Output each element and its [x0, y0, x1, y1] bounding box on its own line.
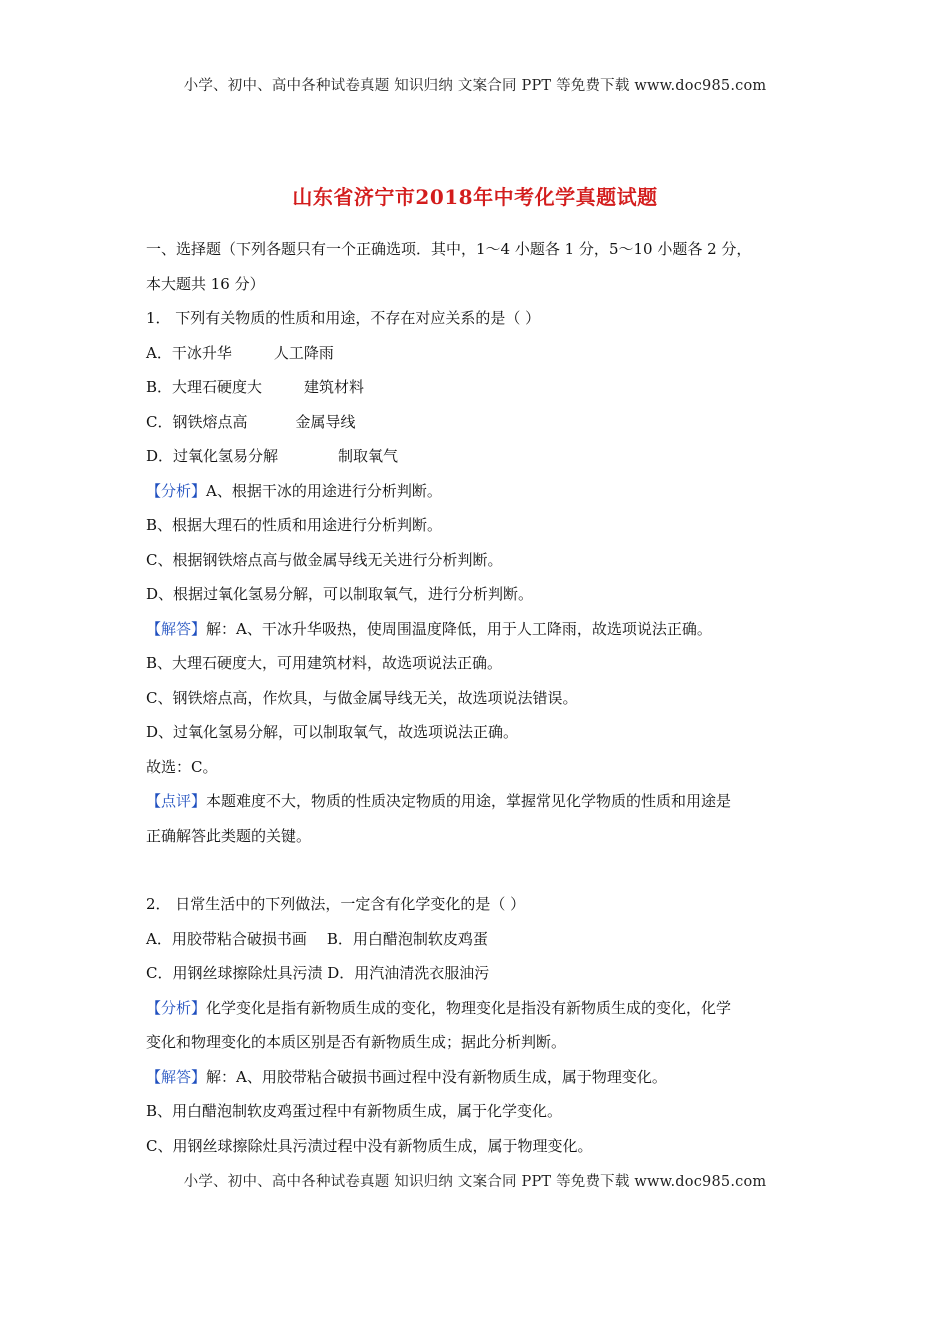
section-heading-cont: 本大题共 16 分）: [146, 274, 265, 293]
analysis-text: A、根据干冰的用途进行分析判断。: [206, 481, 442, 500]
q1-answer: [146, 612, 811, 647]
q1-answer-line: B、大理石硬度大，可用建筑材料，故选项说法正确。: [146, 654, 503, 672]
q2-analysis-line: 变化和物理变化的本质区别是否有新物质生成；据此分析判断。: [146, 1033, 567, 1051]
option-label: C．用钢丝球擦除灶具污渍: [146, 964, 323, 982]
option-label: A．干冰升华: [146, 343, 232, 362]
document-body: [146, 232, 811, 1163]
q2-answer: [146, 1060, 811, 1095]
answer-text: 解：A、用胶带粘合破损书画过程中没有新物质生成，属于物理变化。: [206, 1067, 667, 1086]
option-label: B．用白醋泡制软皮鸡蛋: [326, 929, 488, 948]
q2-answer-line: B、用白醋泡制软皮鸡蛋过程中有新物质生成，属于化学变化。: [146, 1102, 563, 1120]
q1-analysis-line: C、根据钢铁熔点高与做金属导线无关进行分析判断。: [146, 550, 503, 569]
option-label: D．用汽油清洗衣服油污: [327, 964, 490, 982]
option-label: D．过氧化氢易分解: [146, 447, 279, 465]
question-1-stem: 1． 下列有关物质的性质和用途，不存在对应关系的是（ ）: [146, 309, 541, 327]
option-use: 金属导线: [295, 412, 356, 431]
comment-text: 本题难度不大，物质的性质决定物质的用途，掌握常见化学物质的性质和用途是: [206, 792, 732, 810]
analysis-tag: 【分析】: [146, 998, 207, 1017]
q2-analysis: [146, 991, 811, 1026]
analysis-text: 化学变化是指有新物质生成的变化，物理变化是指没有新物质生成的变化，化学: [206, 998, 732, 1017]
q1-answer-line: 故选：C。: [146, 757, 218, 776]
q2-answer-line: C、用钢丝球擦除灶具污渍过程中没有新物质生成，属于物理变化。: [146, 1136, 593, 1155]
option-use: 人工降雨: [273, 343, 334, 362]
q1-option-a: [146, 336, 811, 371]
q1-option-b: [146, 370, 811, 405]
q1-answer-line: C、钢铁熔点高，作炊具，与做金属导线无关，故选项说法错误。: [146, 688, 578, 707]
q1-comment: [146, 784, 811, 819]
option-label: B．大理石硬度大: [146, 378, 263, 396]
option-use: 制取氧气: [338, 447, 399, 465]
question-2-stem: 2． 日常生活中的下列做法，一定含有化学变化的是（ ）: [146, 895, 526, 913]
answer-text: 解：A、干冰升华吸热，使周围温度降低，用于人工降雨，故选项说法正确。: [206, 619, 712, 638]
analysis-tag: 【分析】: [146, 481, 207, 500]
section-heading: 一、选择题（下列各题只有一个正确选项．其中，1～4 小题各 1 分，5～10 小题各 2 分，: [146, 240, 752, 258]
q1-comment-line: 正确解答此类题的关键。: [146, 826, 312, 845]
page-header: 小学、初中、高中各种试卷真题 知识归纳 文案合同 PPT 等免费下载 www.doc985.com: [183, 78, 767, 94]
answer-tag: 【解答】: [146, 619, 207, 638]
option-label: A．用胶带粘合破损书画: [146, 929, 307, 948]
comment-tag: 【点评】: [146, 792, 207, 810]
page-footer: 小学、初中、高中各种试卷真题 知识归纳 文案合同 PPT 等免费下载 www.doc985.com: [183, 1174, 767, 1190]
page-title: 山东省济宁市2018年中考化学真题试题: [292, 185, 658, 209]
q1-analysis-line: B、根据大理石的性质和用途进行分析判断。: [146, 516, 443, 534]
q2-options-row-1: [146, 922, 811, 957]
option-use: 建筑材料: [304, 378, 365, 396]
q1-option-c: [146, 405, 811, 440]
answer-tag: 【解答】: [146, 1067, 207, 1086]
q1-option-d: [146, 439, 811, 474]
q1-analysis: [146, 474, 811, 509]
q2-options-row-2: [146, 956, 811, 991]
q1-answer-line: D、过氧化氢易分解，可以制取氧气，故选项说法正确。: [146, 723, 519, 741]
q1-analysis-line: D、根据过氧化氢易分解，可以制取氧气，进行分析判断。: [146, 585, 534, 603]
option-label: C．钢铁熔点高: [146, 412, 248, 431]
